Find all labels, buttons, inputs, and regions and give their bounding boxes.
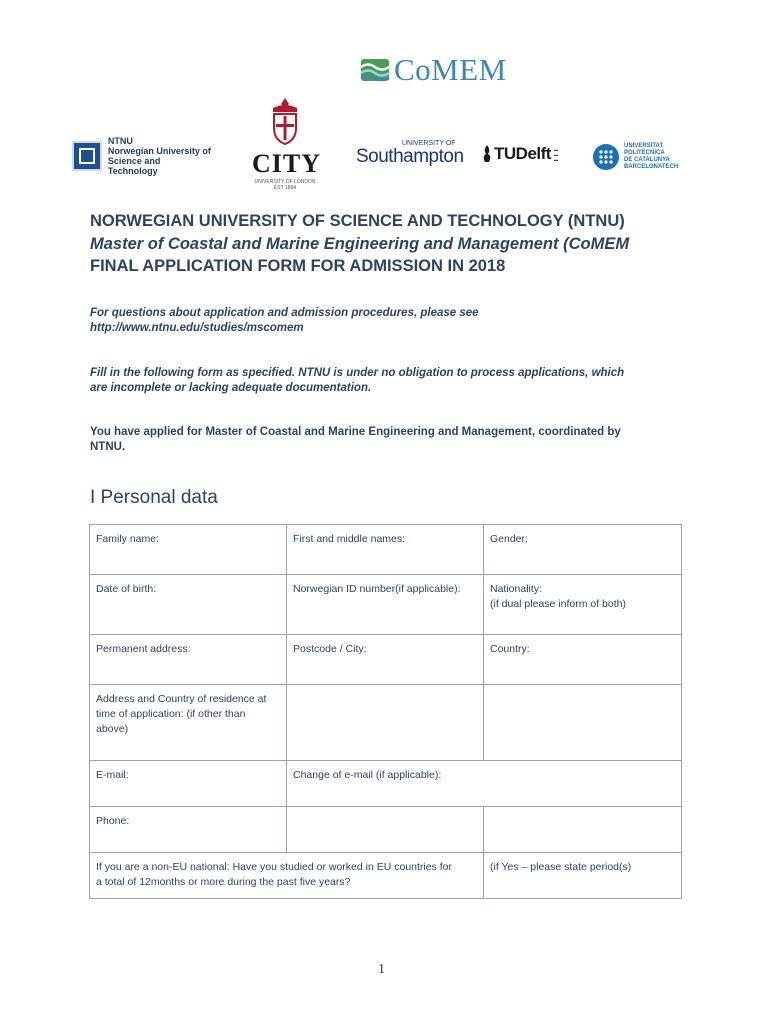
norwegian-id-field[interactable] [287,575,484,635]
country-field[interactable] [484,635,682,685]
eu-period-field[interactable] [484,853,682,899]
instructions-paragraph [90,366,690,396]
gender-label: Gender: [490,533,528,545]
city-logo-est: EST 1894 [273,185,297,191]
city-crest-icon [265,96,305,146]
heading-programme: Master of Coastal and Marine Engineering and Management (CoMEM [90,235,630,253]
southampton-logo-text: Southampton [356,146,464,167]
gender-field[interactable] [484,525,682,575]
city-logo-subtitle: UNIVERSITY OF LONDON [254,179,316,185]
phone-extra-field[interactable] [287,807,484,853]
ntnu-logo-line2: Norwegian University of [107,146,211,156]
eu-period-label: (if Yes – please state period(s) [490,861,632,873]
country-label: Country: [490,643,530,655]
tudelft-logo-text: TUDelft [494,144,551,163]
family-name-label: Family name: [96,533,160,545]
upc-logo-line1: UNIVERSITAT POLITÈCNICA [624,143,665,156]
heading-university: NORWEGIAN UNIVERSITY OF SCIENCE AND TECHNOLOGY (NTNU) [90,212,625,230]
programme-url[interactable]: http://www.ntnu.edu/studies/mscomem [90,322,304,334]
eu-study-label-line1: If you are a non-EU national: Have you studied or worked in EU countries for [96,861,453,873]
ntnu-logo [72,136,212,176]
instructions-line1: Fill in the following form as specified. NTNU is under no obligation to process applications, which [90,367,625,379]
section-title-personal-data: I Personal data [90,487,218,508]
residence-address-field[interactable] [90,685,287,761]
table-row [90,635,682,685]
permanent-address-label: Permanent address: [96,643,191,655]
page-number: 1 [378,962,385,977]
residence-label-line1: Address and Country of residence at [96,693,267,705]
table-row [90,807,682,853]
wave-icon [360,56,390,84]
questions-text: For questions about application and admission procedures, please see [90,307,479,319]
ntnu-logo-line1: NTNU [107,136,133,146]
personal-data-table [89,524,681,899]
southampton-logo [356,140,464,170]
city-logo [252,96,322,191]
table-row [90,853,682,899]
heading-form-title: FINAL APPLICATION FORM FOR ADMISSION IN 2018 [90,257,506,275]
eu-study-field[interactable] [90,853,484,899]
residence-country-field[interactable] [484,685,682,761]
phone-label: Phone: [96,815,130,827]
nationality-field[interactable] [484,575,682,635]
norwegian-id-label: Norwegian ID number(if applicable): [293,583,461,595]
email-change-field[interactable] [287,761,682,807]
tudelft-logo-tagline: ▬ ▬ ▬ [553,146,558,162]
table-row [90,525,682,575]
family-name-field[interactable] [90,525,287,575]
ntnu-logo-line3: Science and Technology [107,156,161,176]
upc-logo-line2: DE CATALUNYA [624,157,670,163]
residence-label-line3: above) [96,723,129,735]
postcode-city-field[interactable] [287,635,484,685]
eu-study-label-line2: a total of 12months or more during the past five years? [96,876,351,888]
ntnu-emblem-icon [72,141,102,171]
southampton-logo-small: UNIVERSITY OF [402,140,456,147]
email-field[interactable] [90,761,287,807]
nationality-note: (if dual please inform of both) [490,598,626,610]
table-row [90,575,682,635]
city-logo-text: CITY [252,149,322,178]
phone-extra2-field[interactable] [484,807,682,853]
tudelft-logo [480,139,582,169]
first-names-label: First and middle names: [293,533,406,545]
upc-logo-line3: BARCELONATECH [624,164,679,170]
postcode-city-label: Postcode / City: [293,643,367,655]
applied-line2: NTNU. [90,441,126,453]
comem-logo-text: CoMEM [394,52,507,87]
first-names-field[interactable] [287,525,484,575]
flame-icon [480,144,494,164]
table-row [90,761,682,807]
email-change-label: Change of e-mail (if applicable): [293,769,442,781]
instructions-line2: are incomplete or lacking adequate documentation. [90,382,372,394]
upc-emblem-icon [593,144,619,170]
email-label: E-mail: [96,769,129,781]
nationality-label: Nationality: [490,583,542,595]
residence-label-line2: time of application: (if other than [96,708,246,720]
questions-paragraph [90,306,690,336]
applied-paragraph [90,425,690,455]
dob-field[interactable] [90,575,287,635]
table-row [90,685,682,761]
applied-line1: You have applied for Master of Coastal and Marine Engineering and Management, coordinated by [90,426,621,438]
dob-label: Date of birth: [96,583,157,595]
upc-logo [593,143,703,171]
comem-logo [360,52,545,88]
permanent-address-field[interactable] [90,635,287,685]
phone-field[interactable] [90,807,287,853]
residence-postcode-field[interactable] [287,685,484,761]
